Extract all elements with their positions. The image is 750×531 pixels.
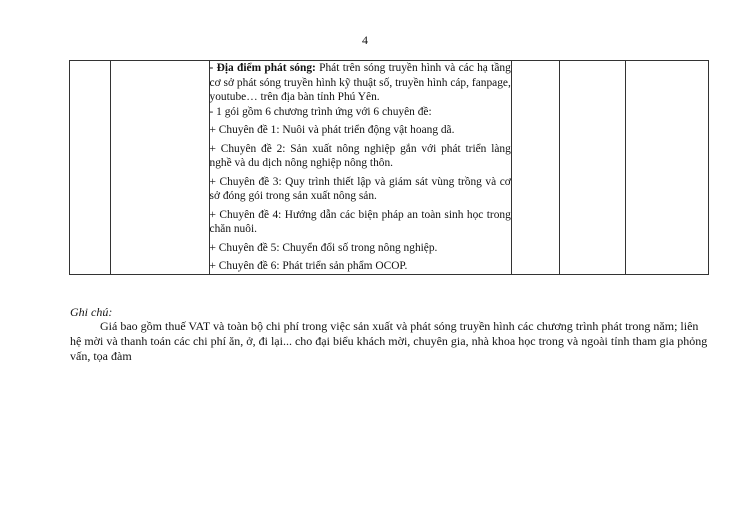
table-cell-content <box>209 61 511 275</box>
topic-item: + Chuyên đề 5: Chuyển đổi số trong nông nghiệp. <box>209 241 438 254</box>
location-label: - Địa điểm phát sóng: <box>209 62 316 74</box>
table-cell-name <box>111 61 209 275</box>
page-number: 4 <box>362 33 368 47</box>
package-text: - 1 gói gồm 6 chương trình ứng với 6 chuyên đề: <box>209 105 432 118</box>
table-cell-quantity <box>560 61 626 275</box>
table-cell-price <box>626 61 709 275</box>
program-table <box>69 60 709 275</box>
table-cell-stt <box>70 61 111 275</box>
topic-item: + Chuyên đề 1: Nuôi và phát triển động vật hoang dã. <box>209 124 455 136</box>
note-label: Ghi chú: <box>70 305 113 319</box>
topic-item: + Chuyên đề 2: Sản xuất nông nghiệp gắn với phát triển làng nghề và du dịch nông nghiệp nông thôn. <box>209 142 511 169</box>
location-text: Phát trên sóng truyền hình và các hạ tầng cơ sở phát sóng truyền hình kỹ thuật số, truyền hình cáp, fanpage, youtube… trên địa bàn tỉnh Phú Yên. <box>209 62 511 103</box>
location-paragraph <box>210 61 511 105</box>
topic-item: + Chuyên đề 3: Quy trình thiết lập và giám sát vùng trồng và cơ sở đóng gói trong sản xuất nông sản. <box>209 175 511 202</box>
table-row <box>70 61 709 275</box>
table-cell-unit <box>511 61 560 275</box>
note-text: Giá bao gồm thuế VAT và toàn bộ chi phí trong việc sản xuất và phát sóng truyền hình các chương trình phát trong năm; liên hệ mời và thanh toán các chi phí ăn, ở, đi lại... cho đại biểu khách mời, chuyên gia, nhà khoa học trong và ngoài tỉnh tham gia phỏng vấn, tọa đàm <box>70 319 708 363</box>
topic-item: + Chuyên đề 4: Hướng dẫn các biện pháp an toàn sinh học trong chăn nuôi. <box>209 208 511 235</box>
topic-item: + Chuyên đề 6: Phát triển sản phẩm OCOP. <box>209 260 408 272</box>
